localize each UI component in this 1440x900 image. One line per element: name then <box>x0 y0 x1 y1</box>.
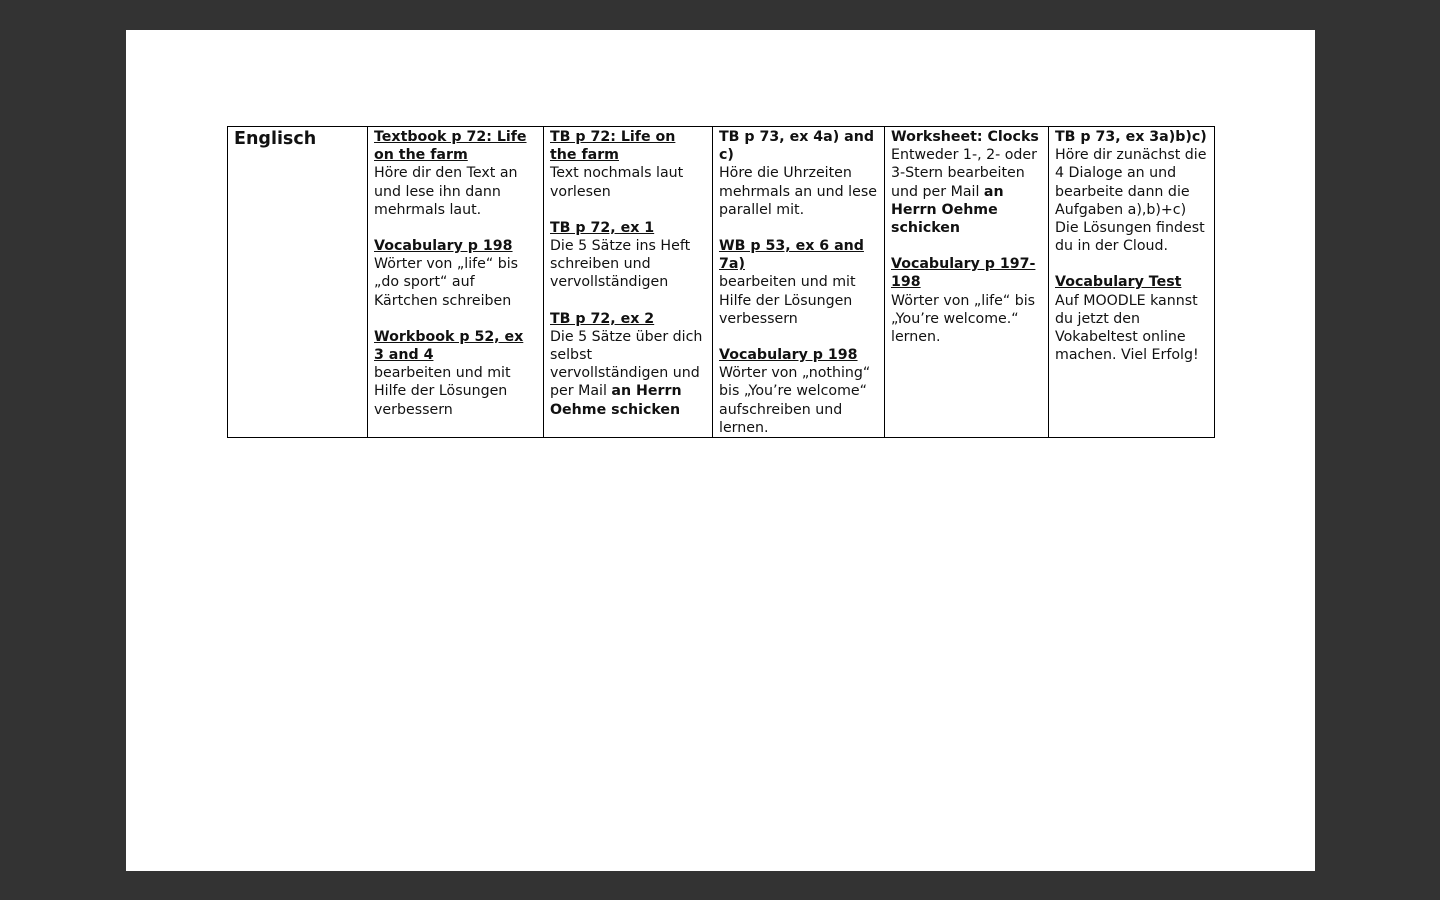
day-cell-4 <box>885 127 1049 438</box>
section-heading: TB p 73, ex 3a)b)c) <box>1055 129 1207 145</box>
section-heading: TB p 72, ex 2 <box>550 310 655 327</box>
day-cell-1 <box>368 127 544 438</box>
table-row <box>228 127 1215 438</box>
section-heading: Textbook p 72: Life on the farm <box>374 129 527 164</box>
section-text: Wörter von „life“ bis „do sport“ auf Kärtchen schreiben <box>374 256 519 309</box>
section-heading: TB p 73, ex 4a) and c) <box>719 129 875 164</box>
section-text: Höre dir zunächst die 4 Dialoge an und bearbeite dann die Aufgaben a),b)+c) Die Lösungen findest du in der Cloud. <box>1055 147 1207 255</box>
weekly-plan-table <box>227 126 1215 438</box>
day-cell-2 <box>544 127 713 438</box>
section-heading: TB p 72, ex 1 <box>550 219 655 236</box>
subject-label: Englisch <box>234 129 317 149</box>
day-cell-3 <box>713 127 885 438</box>
section-heading: WB p 53, ex 6 and 7a) <box>719 238 864 273</box>
day-cell-5 <box>1049 127 1215 438</box>
section-text: Die 5 Sätze über dich selbst vervollständigen und per Mail <box>550 328 703 400</box>
section-text: bearbeiten und mit Hilfe der Lösungen verbessern <box>719 274 856 327</box>
section-text: Die 5 Sätze ins Heft schreiben und vervollständigen <box>550 238 691 291</box>
section-text: Auf MOODLE kannst du jetzt den Vokabeltest online machen. Viel Erfolg! <box>1055 292 1199 364</box>
section-heading: Worksheet: Clocks <box>891 129 1039 145</box>
section-text: Text nochmals laut vorlesen <box>550 165 684 200</box>
section-text-bold: an Herrn Oehme schicken <box>550 383 682 418</box>
section-text-bold: an Herrn Oehme schicken <box>891 183 1004 237</box>
section-text: bearbeiten und mit Hilfe der Lösungen verbessern <box>374 365 511 418</box>
subject-cell <box>228 127 368 438</box>
document-page <box>126 30 1315 871</box>
section-heading: Vocabulary p 197-198 <box>891 256 1036 291</box>
section-text: Wörter von „life“ bis „You’re welcome.“ lernen. <box>891 292 1036 346</box>
section-heading: Vocabulary p 198 <box>374 238 513 255</box>
section-heading: TB p 72: Life on the farm <box>550 129 676 164</box>
section-heading: Vocabulary Test <box>1055 274 1182 291</box>
section-text: Höre die Uhrzeiten mehrmals an und lese parallel mit. <box>719 165 877 218</box>
section-text: Wörter von „nothing“ bis „You’re welcome“ aufschreiben und lernen. <box>719 365 871 436</box>
section-text: Entweder 1-, 2- oder 3-Stern bearbeiten und per Mail <box>891 147 1037 200</box>
section-heading: Workbook p 52, ex 3 and 4 <box>374 328 524 364</box>
section-text: Höre dir den Text an und lese ihn dann mehrmals laut. <box>374 165 518 218</box>
section-heading: Vocabulary p 198 <box>719 347 858 364</box>
